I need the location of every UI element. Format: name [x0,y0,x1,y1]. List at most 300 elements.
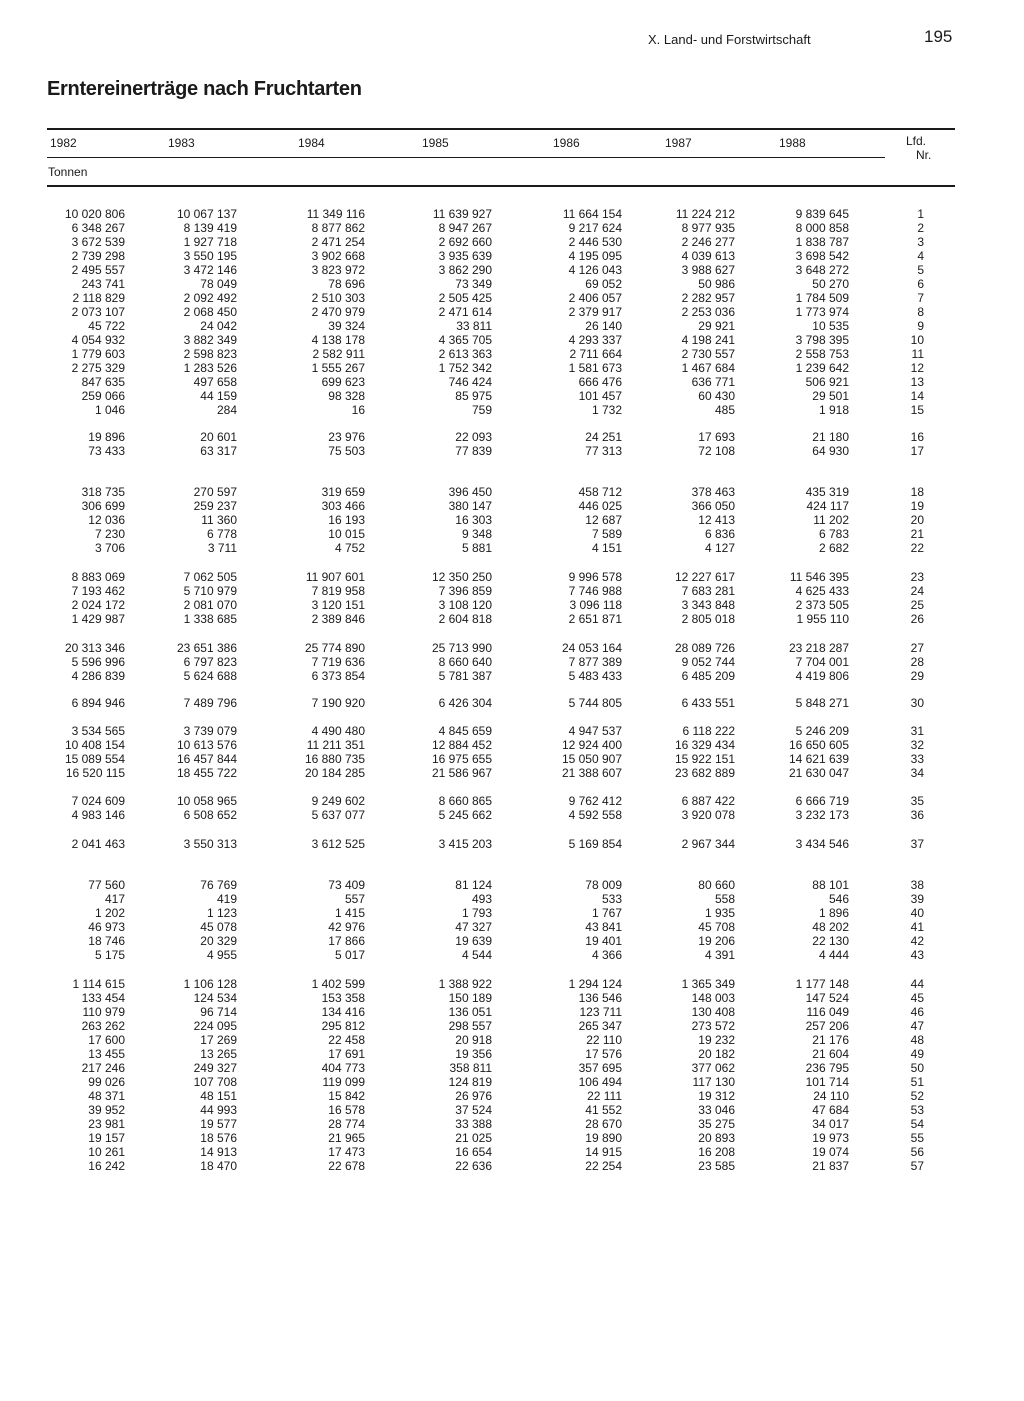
table-cell-1983: 10 613 576 [176,738,237,752]
table-cell-1982: 3 706 [94,541,125,555]
table-cell-1986: 28 670 [585,1117,622,1131]
table-cell-1988: 1 838 787 [795,235,849,249]
row-number: 15 [910,403,924,417]
table-cell-1987: 17 693 [698,430,735,444]
row-number: 38 [910,878,924,892]
table-cell-1988: 10 535 [812,319,849,333]
row-number: 21 [910,527,924,541]
table-cell-1985: 6 426 304 [438,696,492,710]
table-cell-1983: 5 710 979 [183,584,237,598]
table-cell-1987: 45 708 [698,920,735,934]
row-number: 13 [910,375,924,389]
table-cell-1988: 6 666 719 [795,794,849,808]
table-cell-1983: 8 139 419 [183,221,237,235]
row-number: 2 [917,221,924,235]
table-cell-1988: 257 206 [805,1019,849,1033]
row-number: 22 [910,541,924,555]
table-cell-1983: 63 317 [200,444,237,458]
table-cell-1984: 22 678 [328,1159,365,1173]
table-cell-1984: 404 773 [321,1061,365,1075]
table-row [0,641,1024,655]
table-cell-1987: 1 467 684 [681,361,735,375]
table-cell-1985: 7 396 859 [438,584,492,598]
table-cell-1987: 33 046 [698,1103,735,1117]
table-cell-1982: 8 883 069 [71,570,125,584]
table-cell-1983: 7 062 505 [183,570,237,584]
table-cell-1983: 2 092 492 [183,291,237,305]
table-cell-1986: 5 744 805 [568,696,622,710]
row-number: 24 [910,584,924,598]
table-cell-1988: 3 698 542 [795,249,849,263]
table-cell-1983: 18 455 722 [176,766,237,780]
table-cell-1987: 2 805 018 [681,612,735,626]
table-cell-1982: 77 560 [88,878,125,892]
table-cell-1982: 15 089 554 [64,752,125,766]
table-cell-1983: 10 058 965 [176,794,237,808]
row-number: 44 [910,977,924,991]
table-cell-1987: 377 062 [691,1061,735,1075]
table-cell-1987: 6 836 [704,527,735,541]
table-cell-1987: 148 003 [691,991,735,1005]
table-row [0,669,1024,683]
table-cell-1984: 4 752 [334,541,365,555]
table-row [0,1033,1024,1047]
table-cell-1988: 50 270 [812,277,849,291]
table-row [0,977,1024,991]
table-cell-1984: 3 612 525 [311,837,365,851]
table-cell-1982: 306 699 [81,499,125,513]
table-cell-1987: 6 118 222 [682,724,735,738]
table-cell-1988: 8 000 858 [795,221,849,235]
table-row [0,235,1024,249]
table-cell-1987: 16 208 [698,1145,735,1159]
table-row [0,249,1024,263]
table-row [0,1005,1024,1019]
table-cell-1987: 4 198 241 [681,333,735,347]
table-cell-1985: 4 365 705 [438,333,492,347]
table-cell-1988: 2 373 505 [795,598,849,612]
table-cell-1982: 5 596 996 [71,655,125,669]
table-cell-1986: 123 711 [579,1005,622,1019]
table-cell-1986: 2 651 871 [568,612,622,626]
table-cell-1985: 20 918 [455,1033,492,1047]
table-row [0,291,1024,305]
row-number: 28 [910,655,924,669]
year-header-1988: 1988 [779,136,806,150]
table-cell-1986: 3 096 118 [569,598,622,612]
table-cell-1983: 7 489 796 [183,696,237,710]
table-cell-1985: 4 544 [461,948,492,962]
table-cell-1988: 21 180 [812,430,849,444]
table-cell-1983: 23 651 386 [176,641,237,655]
row-number: 36 [910,808,924,822]
table-cell-1988: 2 558 753 [795,347,849,361]
table-cell-1984: 6 373 854 [311,669,365,683]
year-header-1984: 1984 [298,136,325,150]
table-cell-1983: 4 955 [206,948,237,962]
table-cell-1982: 10 020 806 [64,207,125,221]
table-cell-1988: 24 110 [813,1089,849,1103]
table-cell-1983: 3 739 079 [183,724,237,738]
table-row [0,444,1024,458]
table-cell-1987: 1 935 [704,906,735,920]
table-cell-1988: 21 630 047 [788,766,849,780]
table-cell-1987: 3 988 627 [681,263,735,277]
row-number: 6 [917,277,924,291]
table-cell-1982: 23 981 [88,1117,125,1131]
table-cell-1987: 12 413 [698,513,735,527]
table-cell-1985: 3 935 639 [438,249,492,263]
table-cell-1985: 8 947 267 [438,221,492,235]
table-cell-1986: 265 347 [578,1019,622,1033]
table-cell-1985: 8 660 640 [438,655,492,669]
table-cell-1985: 12 350 250 [431,570,492,584]
table-row [0,794,1024,808]
table-cell-1985: 298 557 [448,1019,492,1033]
row-number: 17 [910,444,924,458]
row-number: 34 [910,766,924,780]
table-cell-1983: 124 534 [193,991,237,1005]
table-row [0,207,1024,221]
table-cell-1988: 21 176 [812,1033,849,1047]
table-cell-1987: 11 224 212 [675,207,735,221]
table-cell-1986: 4 947 537 [568,724,622,738]
table-cell-1982: 133 454 [81,991,125,1005]
row-number: 7 [917,291,924,305]
table-cell-1986: 136 546 [578,991,622,1005]
table-cell-1987: 2 282 957 [681,291,735,305]
table-row [0,948,1024,962]
table-cell-1982: 13 455 [88,1047,125,1061]
table-cell-1988: 48 202 [812,920,849,934]
table-cell-1985: 3 415 203 [438,837,492,851]
table-cell-1987: 558 [714,892,735,906]
table-cell-1984: 28 774 [328,1117,365,1131]
table-cell-1985: 21 586 967 [431,766,492,780]
unit-label: Tonnen [48,165,88,179]
table-cell-1983: 2 598 823 [183,347,237,361]
table-cell-1986: 11 664 154 [562,207,622,221]
table-cell-1986: 78 009 [585,878,622,892]
table-cell-1985: 16 654 [455,1145,492,1159]
table-cell-1985: 746 424 [448,375,492,389]
row-number: 3 [917,235,924,249]
table-row [0,724,1024,738]
table-cell-1986: 101 457 [578,389,622,403]
table-cell-1988: 4 444 [818,948,849,962]
table-cell-1987: 273 572 [691,1019,735,1033]
table-cell-1983: 20 329 [200,934,237,948]
row-number: 29 [910,669,924,683]
table-row [0,221,1024,235]
row-number: 50 [910,1061,924,1075]
table-cell-1988: 3 648 272 [795,263,849,277]
row-number: 45 [910,991,924,1005]
table-cell-1986: 4 592 558 [568,808,622,822]
table-cell-1985: 136 051 [448,1005,492,1019]
table-cell-1982: 1 429 987 [71,612,125,626]
table-cell-1986: 24 251 [585,430,622,444]
page-title: Erntereinerträge nach Fruchtarten [47,78,362,100]
table-cell-1988: 23 218 287 [788,641,849,655]
table-cell-1982: 99 026 [88,1075,125,1089]
table-cell-1988: 4 419 806 [795,669,849,683]
table-cell-1988: 88 101 [812,878,849,892]
year-header-1986: 1986 [553,136,580,150]
table-row [0,375,1024,389]
table-cell-1984: 1 555 267 [311,361,365,375]
table-cell-1982: 16 520 115 [65,766,125,780]
table-cell-1982: 263 262 [81,1019,125,1033]
table-cell-1987: 35 275 [698,1117,735,1131]
table-cell-1986: 1 732 [591,403,622,417]
table-cell-1988: 236 795 [805,1061,849,1075]
table-cell-1984: 16 193 [328,513,365,527]
table-cell-1985: 5 881 [461,541,492,555]
table-cell-1986: 69 052 [585,277,622,291]
table-cell-1988: 19 973 [812,1131,849,1145]
table-cell-1987: 20 182 [698,1047,735,1061]
table-cell-1984: 11 349 116 [306,207,365,221]
table-cell-1986: 458 712 [578,485,622,499]
table-cell-1986: 5 169 854 [568,837,622,851]
table-cell-1985: 81 124 [455,878,492,892]
lfd-label: Lfd. [906,134,927,148]
table-cell-1984: 15 842 [328,1089,365,1103]
table-cell-1986: 106 494 [578,1075,622,1089]
row-number: 33 [910,752,924,766]
table-cell-1987: 19 232 [698,1033,735,1047]
table-cell-1983: 76 769 [200,878,237,892]
table-row [0,1159,1024,1173]
table-cell-1988: 34 017 [812,1117,849,1131]
table-cell-1984: 39 324 [328,319,365,333]
table-cell-1987: 60 430 [698,389,735,403]
table-cell-1984: 5 637 077 [311,808,365,822]
table-cell-1982: 2 073 107 [71,305,125,319]
table-cell-1985: 26 976 [455,1089,492,1103]
table-row [0,541,1024,555]
table-cell-1983: 96 714 [200,1005,237,1019]
table-cell-1983: 259 237 [193,499,237,513]
table-cell-1985: 22 093 [455,430,492,444]
table-row [0,430,1024,444]
table-cell-1983: 17 269 [200,1033,237,1047]
table-row [0,1103,1024,1117]
table-cell-1984: 303 466 [321,499,365,513]
table-cell-1987: 29 921 [698,319,735,333]
table-cell-1984: 16 578 [328,1103,365,1117]
table-cell-1982: 19 896 [88,430,125,444]
table-cell-1988: 546 [828,892,849,906]
table-row [0,1047,1024,1061]
table-cell-1983: 20 601 [200,430,237,444]
table-cell-1982: 12 036 [88,513,125,527]
table-cell-1986: 12 924 400 [561,738,622,752]
table-cell-1983: 3 550 195 [183,249,237,263]
table-cell-1987: 2 246 277 [681,235,735,249]
table-cell-1985: 37 524 [455,1103,492,1117]
table-cell-1986: 14 915 [585,1145,622,1159]
table-cell-1987: 23 682 889 [674,766,735,780]
table-cell-1982: 2 118 829 [72,291,125,305]
table-cell-1982: 5 175 [94,948,125,962]
table-cell-1985: 85 975 [455,389,492,403]
table-cell-1982: 10 408 154 [64,738,125,752]
table-cell-1982: 39 952 [88,1103,125,1117]
table-cell-1987: 16 329 434 [674,738,735,752]
table-cell-1986: 9 762 412 [568,794,622,808]
table-cell-1984: 4 138 178 [311,333,365,347]
table-cell-1986: 4 126 043 [568,263,622,277]
table-cell-1983: 24 042 [200,319,237,333]
table-cell-1988: 101 714 [805,1075,849,1089]
table-cell-1983: 6 778 [206,527,237,541]
table-row [0,1131,1024,1145]
table-cell-1984: 25 774 890 [304,641,365,655]
table-cell-1988: 11 202 [813,513,849,527]
table-cell-1984: 17 473 [328,1145,365,1159]
table-cell-1985: 47 327 [455,920,492,934]
table-cell-1982: 417 [104,892,125,906]
table-cell-1982: 4 983 146 [71,808,125,822]
table-cell-1985: 4 845 659 [438,724,492,738]
table-cell-1988: 6 783 [818,527,849,541]
table-cell-1984: 42 976 [328,920,365,934]
table-cell-1987: 2 730 557 [681,347,735,361]
table-cell-1984: 153 358 [321,991,365,1005]
table-cell-1988: 3 434 546 [795,837,849,851]
table-cell-1988: 2 682 [818,541,849,555]
table-cell-1984: 78 696 [328,277,365,291]
table-cell-1984: 3 902 668 [311,249,365,263]
table-cell-1987: 4 039 613 [681,249,735,263]
row-number: 30 [910,696,924,710]
row-number: 35 [910,794,924,808]
table-cell-1988: 9 839 645 [795,207,849,221]
row-number: 4 [917,249,924,263]
table-cell-1984: 75 503 [328,444,365,458]
table-row [0,892,1024,906]
table-cell-1985: 33 388 [455,1117,492,1131]
table-cell-1982: 7 193 462 [71,584,125,598]
table-cell-1983: 284 [216,403,237,417]
row-number: 19 [910,499,924,513]
year-header-1985: 1985 [422,136,449,150]
table-cell-1988: 1 177 148 [795,977,849,991]
table-cell-1983: 14 913 [200,1145,237,1159]
table-cell-1988: 21 837 [812,1159,849,1173]
table-cell-1987: 19 312 [698,1089,735,1103]
table-cell-1984: 1 415 [334,906,365,920]
table-cell-1983: 44 159 [200,389,237,403]
table-row [0,696,1024,710]
row-number: 12 [910,361,924,375]
table-cell-1984: 7 719 636 [311,655,365,669]
table-cell-1984: 3 823 972 [311,263,365,277]
table-cell-1985: 358 811 [449,1061,492,1075]
row-number: 8 [917,305,924,319]
table-cell-1988: 435 319 [805,485,849,499]
table-cell-1982: 1 779 603 [71,347,125,361]
row-number: 16 [910,430,924,444]
table-cell-1988: 1 896 [818,906,849,920]
table-cell-1984: 557 [344,892,365,906]
table-cell-1985: 1 388 922 [438,977,492,991]
table-cell-1988: 21 604 [812,1047,849,1061]
table-cell-1987: 12 227 617 [674,570,735,584]
table-cell-1983: 3 550 313 [183,837,237,851]
table-row [0,319,1024,333]
table-cell-1983: 1 338 685 [183,612,237,626]
table-cell-1984: 1 402 599 [311,977,365,991]
table-cell-1986: 7 746 988 [568,584,622,598]
table-cell-1984: 22 458 [328,1033,365,1047]
nr-label: Nr. [916,148,932,162]
table-cell-1986: 21 388 607 [561,766,622,780]
table-cell-1985: 21 025 [455,1131,492,1145]
table-cell-1983: 1 283 526 [183,361,237,375]
table-cell-1983: 3 472 146 [183,263,237,277]
table-cell-1987: 28 089 726 [674,641,735,655]
table-row [0,766,1024,780]
table-cell-1985: 493 [471,892,492,906]
table-cell-1983: 10 067 137 [176,207,237,221]
table-cell-1982: 318 735 [81,485,125,499]
table-cell-1984: 3 120 151 [311,598,365,612]
row-number: 5 [917,263,924,277]
table-cell-1984: 10 015 [328,527,365,541]
table-cell-1982: 48 371 [88,1089,125,1103]
table-cell-1987: 6 433 551 [681,696,735,710]
table-cell-1982: 19 157 [88,1131,125,1145]
table-cell-1985: 5 245 662 [438,808,492,822]
table-cell-1987: 2 967 344 [681,837,735,851]
table-cell-1987: 15 922 151 [674,752,735,766]
table-cell-1988: 47 684 [812,1103,849,1117]
table-cell-1987: 20 893 [698,1131,735,1145]
table-cell-1986: 15 050 907 [561,752,622,766]
table-cell-1984: 319 659 [321,485,365,499]
table-cell-1982: 1 202 [94,906,125,920]
table-cell-1986: 4 195 095 [568,249,622,263]
table-cell-1984: 2 389 846 [311,612,365,626]
table-cell-1985: 9 348 [461,527,492,541]
table-cell-1984: 2 582 911 [312,347,365,361]
table-cell-1987: 6 887 422 [681,794,735,808]
table-row [0,1061,1024,1075]
row-number: 25 [910,598,924,612]
row-number: 42 [910,934,924,948]
table-cell-1983: 78 049 [200,277,237,291]
table-cell-1984: 11 211 351 [306,738,365,752]
table-cell-1983: 18 576 [200,1131,237,1145]
table-cell-1983: 44 993 [200,1103,237,1117]
table-cell-1986: 2 379 917 [568,305,622,319]
table-cell-1987: 3 343 848 [681,598,735,612]
table-cell-1987: 3 920 078 [681,808,735,822]
table-row [0,584,1024,598]
table-cell-1988: 1 918 [818,403,849,417]
table-cell-1988: 424 117 [806,499,849,513]
table-row [0,263,1024,277]
table-cell-1988: 4 625 433 [795,584,849,598]
table-cell-1984: 4 490 480 [311,724,365,738]
table-cell-1988: 1 239 642 [795,361,849,375]
row-number: 46 [910,1005,924,1019]
table-cell-1982: 217 246 [81,1061,125,1075]
table-cell-1987: 4 391 [704,948,735,962]
